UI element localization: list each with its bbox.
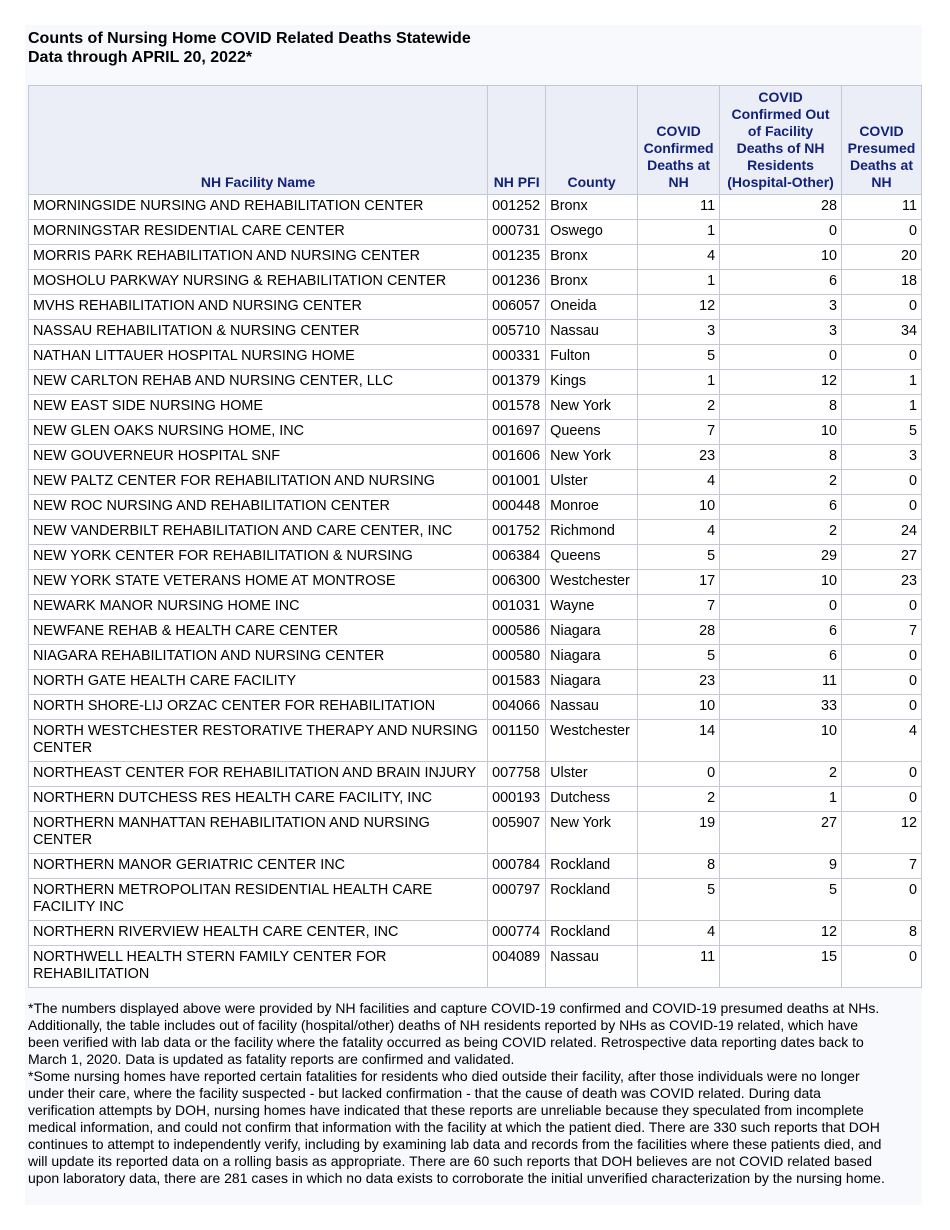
cell-facility-name: NASSAU REHABILITATION & NURSING CENTER	[29, 320, 488, 345]
cell-out-of-facility-deaths: 28	[720, 195, 842, 220]
table-row	[29, 370, 922, 395]
cell-presumed-deaths: 34	[841, 320, 921, 345]
table-row	[29, 921, 922, 946]
cell-county: Monroe	[546, 495, 638, 520]
cell-out-of-facility-deaths: 3	[720, 320, 842, 345]
cell-out-of-facility-deaths: 9	[720, 854, 842, 879]
cell-county: Niagara	[546, 620, 638, 645]
cell-confirmed-deaths: 4	[638, 245, 720, 270]
cell-nh-pfi: 006384	[488, 545, 546, 570]
cell-nh-pfi: 001001	[488, 470, 546, 495]
cell-county: Bronx	[546, 195, 638, 220]
col-header-out-of-facility-deaths: COVID Confirmed Out of Facility Deaths of NH Residents (Hospital-Other)	[720, 86, 842, 195]
table-row	[29, 495, 922, 520]
cell-nh-pfi: 001235	[488, 245, 546, 270]
cell-confirmed-deaths: 19	[638, 812, 720, 854]
cell-out-of-facility-deaths: 15	[720, 946, 842, 988]
cell-confirmed-deaths: 23	[638, 445, 720, 470]
col-header-confirmed-deaths: COVID Confirmed Deaths at NH	[638, 86, 720, 195]
cell-county: Oneida	[546, 295, 638, 320]
table-row	[29, 854, 922, 879]
cell-facility-name: NEW GLEN OAKS NURSING HOME, INC	[29, 420, 488, 445]
cell-nh-pfi: 000797	[488, 879, 546, 921]
table-row	[29, 545, 922, 570]
cell-out-of-facility-deaths: 10	[720, 570, 842, 595]
cell-confirmed-deaths: 12	[638, 295, 720, 320]
cell-county: Westchester	[546, 570, 638, 595]
cell-facility-name: MORNINGSTAR RESIDENTIAL CARE CENTER	[29, 220, 488, 245]
cell-nh-pfi: 000331	[488, 345, 546, 370]
cell-presumed-deaths: 0	[841, 495, 921, 520]
cell-facility-name: NORTHERN MANHATTAN REHABILITATION AND NURSING CENTER	[29, 812, 488, 854]
table-row	[29, 812, 922, 854]
cell-county: Bronx	[546, 245, 638, 270]
cell-presumed-deaths: 0	[841, 695, 921, 720]
cell-county: Richmond	[546, 520, 638, 545]
cell-facility-name: NEW YORK STATE VETERANS HOME AT MONTROSE	[29, 570, 488, 595]
cell-presumed-deaths: 4	[841, 720, 921, 762]
cell-out-of-facility-deaths: 1	[720, 787, 842, 812]
cell-presumed-deaths: 5	[841, 420, 921, 445]
table-row	[29, 245, 922, 270]
cell-county: Niagara	[546, 645, 638, 670]
cell-confirmed-deaths: 11	[638, 195, 720, 220]
cell-nh-pfi: 001379	[488, 370, 546, 395]
table-row	[29, 345, 922, 370]
cell-nh-pfi: 005710	[488, 320, 546, 345]
cell-confirmed-deaths: 7	[638, 595, 720, 620]
report-title	[28, 29, 471, 67]
cell-out-of-facility-deaths: 33	[720, 695, 842, 720]
cell-nh-pfi: 000580	[488, 645, 546, 670]
cell-out-of-facility-deaths: 0	[720, 595, 842, 620]
report-title-line2: Data through APRIL 20, 2022*	[28, 49, 253, 66]
cell-out-of-facility-deaths: 27	[720, 812, 842, 854]
cell-facility-name: NORTH GATE HEALTH CARE FACILITY	[29, 670, 488, 695]
cell-out-of-facility-deaths: 2	[720, 470, 842, 495]
cell-county: Rockland	[546, 921, 638, 946]
cell-facility-name: NORTH SHORE-LIJ ORZAC CENTER FOR REHABILITATION	[29, 695, 488, 720]
footnote-1: *The numbers displayed above were provided by NH facilities and capture COVID-19 confirmed and COVID-19 presumed deaths at NHs. Additionally, the table includes out of facility (hospital/other) deaths of NH residents reported by NHs as COVID-19 related, which have been verified with lab data or the facility where the fatality occurred as being COVID related. Retrospective data reporting dates back to March 1, 2020. Data is updated as fatality reports are confirmed and validated.	[28, 1000, 880, 1067]
cell-confirmed-deaths: 28	[638, 620, 720, 645]
cell-presumed-deaths: 3	[841, 445, 921, 470]
cell-nh-pfi: 004066	[488, 695, 546, 720]
cell-presumed-deaths: 0	[841, 946, 921, 988]
cell-presumed-deaths: 0	[841, 470, 921, 495]
cell-presumed-deaths: 0	[841, 595, 921, 620]
cell-county: Ulster	[546, 470, 638, 495]
cell-facility-name: NEW GOUVERNEUR HOSPITAL SNF	[29, 445, 488, 470]
table-row	[29, 720, 922, 762]
cell-facility-name: NEW PALTZ CENTER FOR REHABILITATION AND NURSING	[29, 470, 488, 495]
cell-county: Dutchess	[546, 787, 638, 812]
cell-out-of-facility-deaths: 10	[720, 245, 842, 270]
cell-confirmed-deaths: 1	[638, 270, 720, 295]
table-row	[29, 395, 922, 420]
table-row	[29, 320, 922, 345]
table-row	[29, 470, 922, 495]
cell-facility-name: NORTHEAST CENTER FOR REHABILITATION AND BRAIN INJURY	[29, 762, 488, 787]
cell-nh-pfi: 001606	[488, 445, 546, 470]
cell-nh-pfi: 000586	[488, 620, 546, 645]
cell-nh-pfi: 001252	[488, 195, 546, 220]
cell-presumed-deaths: 11	[841, 195, 921, 220]
cell-presumed-deaths: 0	[841, 645, 921, 670]
cell-confirmed-deaths: 5	[638, 545, 720, 570]
table-row	[29, 270, 922, 295]
cell-presumed-deaths: 0	[841, 787, 921, 812]
cell-confirmed-deaths: 2	[638, 395, 720, 420]
cell-facility-name: MORRIS PARK REHABILITATION AND NURSING CENTER	[29, 245, 488, 270]
cell-confirmed-deaths: 2	[638, 787, 720, 812]
cell-facility-name: MORNINGSIDE NURSING AND REHABILITATION CENTER	[29, 195, 488, 220]
cell-out-of-facility-deaths: 8	[720, 395, 842, 420]
cell-out-of-facility-deaths: 11	[720, 670, 842, 695]
col-header-county: County	[546, 86, 638, 195]
table-body	[29, 195, 922, 988]
cell-confirmed-deaths: 14	[638, 720, 720, 762]
cell-facility-name: NEW YORK CENTER FOR REHABILITATION & NURSING	[29, 545, 488, 570]
cell-presumed-deaths: 7	[841, 620, 921, 645]
cell-confirmed-deaths: 23	[638, 670, 720, 695]
cell-facility-name: NORTHWELL HEALTH STERN FAMILY CENTER FOR REHABILITATION	[29, 946, 488, 988]
cell-confirmed-deaths: 0	[638, 762, 720, 787]
cell-presumed-deaths: 24	[841, 520, 921, 545]
table-row	[29, 570, 922, 595]
cell-county: Niagara	[546, 670, 638, 695]
table-row	[29, 879, 922, 921]
cell-facility-name: MVHS REHABILITATION AND NURSING CENTER	[29, 295, 488, 320]
cell-out-of-facility-deaths: 0	[720, 345, 842, 370]
cell-presumed-deaths: 27	[841, 545, 921, 570]
cell-facility-name: NEW ROC NURSING AND REHABILITATION CENTER	[29, 495, 488, 520]
cell-nh-pfi: 001697	[488, 420, 546, 445]
cell-out-of-facility-deaths: 6	[720, 620, 842, 645]
cell-presumed-deaths: 18	[841, 270, 921, 295]
cell-county: Ulster	[546, 762, 638, 787]
cell-nh-pfi: 001583	[488, 670, 546, 695]
cell-confirmed-deaths: 3	[638, 320, 720, 345]
cell-nh-pfi: 006057	[488, 295, 546, 320]
table-row	[29, 620, 922, 645]
cell-out-of-facility-deaths: 6	[720, 645, 842, 670]
cell-county: Nassau	[546, 695, 638, 720]
cell-out-of-facility-deaths: 6	[720, 495, 842, 520]
cell-out-of-facility-deaths: 8	[720, 445, 842, 470]
cell-presumed-deaths: 8	[841, 921, 921, 946]
cell-out-of-facility-deaths: 6	[720, 270, 842, 295]
cell-confirmed-deaths: 4	[638, 520, 720, 545]
footnote-2: *Some nursing homes have reported certain fatalities for residents who died outside their facility, after those individuals were no longer under their care, where the facility suspected - but lacked confirmation - that the cause of death was COVID related. During data verification attempts by DOH, nursing homes have indicated that these reports are unreliable because they speculated from incomplete medical information, and could not confirm that information with the facility at which the patient died. There are 330 such reports that DOH continues to attempt to independently verify, including by examining lab data and records from the facilities where these patients died, and will update its reported data on a rolling basis as appropriate. There are 60 such reports that DOH believes are not COVID related based upon laboratory data, there are 281 cases in which no data exists to corroborate the initial unverified characterization by the nursing home.	[28, 1068, 885, 1186]
cell-county: Queens	[546, 420, 638, 445]
cell-nh-pfi: 000448	[488, 495, 546, 520]
cell-nh-pfi: 006300	[488, 570, 546, 595]
table-row	[29, 787, 922, 812]
cell-facility-name: NATHAN LITTAUER HOSPITAL NURSING HOME	[29, 345, 488, 370]
table-row	[29, 946, 922, 988]
cell-out-of-facility-deaths: 2	[720, 520, 842, 545]
table-row	[29, 520, 922, 545]
cell-presumed-deaths: 0	[841, 345, 921, 370]
cell-confirmed-deaths: 5	[638, 345, 720, 370]
cell-facility-name: NORTHERN METROPOLITAN RESIDENTIAL HEALTH CARE FACILITY INC	[29, 879, 488, 921]
cell-out-of-facility-deaths: 10	[720, 720, 842, 762]
cell-facility-name: NIAGARA REHABILITATION AND NURSING CENTER	[29, 645, 488, 670]
cell-confirmed-deaths: 1	[638, 370, 720, 395]
cell-confirmed-deaths: 11	[638, 946, 720, 988]
cell-facility-name: NEWFANE REHAB & HEALTH CARE CENTER	[29, 620, 488, 645]
table-row	[29, 220, 922, 245]
cell-nh-pfi: 000193	[488, 787, 546, 812]
cell-county: Nassau	[546, 946, 638, 988]
cell-facility-name: NEWARK MANOR NURSING HOME INC	[29, 595, 488, 620]
cell-facility-name: NEW VANDERBILT REHABILITATION AND CARE CENTER, INC	[29, 520, 488, 545]
cell-out-of-facility-deaths: 29	[720, 545, 842, 570]
cell-facility-name: NORTHERN RIVERVIEW HEALTH CARE CENTER, INC	[29, 921, 488, 946]
table-row	[29, 195, 922, 220]
table-row	[29, 762, 922, 787]
cell-presumed-deaths: 1	[841, 395, 921, 420]
cell-county: Queens	[546, 545, 638, 570]
cell-nh-pfi: 001752	[488, 520, 546, 545]
cell-nh-pfi: 000774	[488, 921, 546, 946]
cell-county: Wayne	[546, 595, 638, 620]
cell-presumed-deaths: 23	[841, 570, 921, 595]
col-header-presumed-deaths: COVID Presumed Deaths at NH	[841, 86, 921, 195]
cell-out-of-facility-deaths: 3	[720, 295, 842, 320]
cell-facility-name: NORTHERN MANOR GERIATRIC CENTER INC	[29, 854, 488, 879]
cell-confirmed-deaths: 7	[638, 420, 720, 445]
cell-presumed-deaths: 12	[841, 812, 921, 854]
table-row	[29, 595, 922, 620]
cell-confirmed-deaths: 8	[638, 854, 720, 879]
cell-county: New York	[546, 445, 638, 470]
cell-confirmed-deaths: 1	[638, 220, 720, 245]
cell-county: Nassau	[546, 320, 638, 345]
footnotes	[28, 1000, 888, 1187]
cell-confirmed-deaths: 17	[638, 570, 720, 595]
cell-county: Rockland	[546, 879, 638, 921]
table-row	[29, 295, 922, 320]
deaths-table	[28, 85, 922, 988]
cell-presumed-deaths: 0	[841, 670, 921, 695]
cell-confirmed-deaths: 5	[638, 879, 720, 921]
cell-facility-name: MOSHOLU PARKWAY NURSING & REHABILITATION CENTER	[29, 270, 488, 295]
table-row	[29, 645, 922, 670]
cell-out-of-facility-deaths: 0	[720, 220, 842, 245]
table-row	[29, 670, 922, 695]
report-page	[25, 25, 922, 1205]
cell-confirmed-deaths: 10	[638, 695, 720, 720]
cell-nh-pfi: 001150	[488, 720, 546, 762]
cell-presumed-deaths: 0	[841, 295, 921, 320]
cell-out-of-facility-deaths: 12	[720, 370, 842, 395]
report-title-line1: Counts of Nursing Home COVID Related Deaths Statewide	[28, 30, 471, 47]
cell-out-of-facility-deaths: 12	[720, 921, 842, 946]
cell-confirmed-deaths: 4	[638, 470, 720, 495]
cell-nh-pfi: 000731	[488, 220, 546, 245]
cell-nh-pfi: 001236	[488, 270, 546, 295]
cell-confirmed-deaths: 4	[638, 921, 720, 946]
cell-nh-pfi: 004089	[488, 946, 546, 988]
cell-county: Bronx	[546, 270, 638, 295]
col-header-nh-pfi: NH PFI	[488, 86, 546, 195]
table-row	[29, 445, 922, 470]
col-header-facility-name: NH Facility Name	[29, 86, 488, 195]
cell-presumed-deaths: 1	[841, 370, 921, 395]
cell-county: New York	[546, 812, 638, 854]
cell-county: Oswego	[546, 220, 638, 245]
cell-facility-name: NORTH WESTCHESTER RESTORATIVE THERAPY AND NURSING CENTER	[29, 720, 488, 762]
table-row	[29, 420, 922, 445]
cell-presumed-deaths: 0	[841, 762, 921, 787]
cell-confirmed-deaths: 5	[638, 645, 720, 670]
cell-nh-pfi: 007758	[488, 762, 546, 787]
cell-presumed-deaths: 7	[841, 854, 921, 879]
table-header-row	[29, 86, 922, 195]
cell-out-of-facility-deaths: 5	[720, 879, 842, 921]
cell-out-of-facility-deaths: 2	[720, 762, 842, 787]
cell-out-of-facility-deaths: 10	[720, 420, 842, 445]
cell-presumed-deaths: 0	[841, 220, 921, 245]
cell-presumed-deaths: 20	[841, 245, 921, 270]
cell-nh-pfi: 001578	[488, 395, 546, 420]
cell-county: New York	[546, 395, 638, 420]
cell-county: Westchester	[546, 720, 638, 762]
cell-nh-pfi: 001031	[488, 595, 546, 620]
cell-county: Rockland	[546, 854, 638, 879]
cell-nh-pfi: 000784	[488, 854, 546, 879]
cell-presumed-deaths: 0	[841, 879, 921, 921]
cell-county: Kings	[546, 370, 638, 395]
table-row	[29, 695, 922, 720]
cell-facility-name: NEW CARLTON REHAB AND NURSING CENTER, LLC	[29, 370, 488, 395]
cell-nh-pfi: 005907	[488, 812, 546, 854]
cell-county: Fulton	[546, 345, 638, 370]
cell-confirmed-deaths: 10	[638, 495, 720, 520]
cell-facility-name: NORTHERN DUTCHESS RES HEALTH CARE FACILITY, INC	[29, 787, 488, 812]
cell-facility-name: NEW EAST SIDE NURSING HOME	[29, 395, 488, 420]
